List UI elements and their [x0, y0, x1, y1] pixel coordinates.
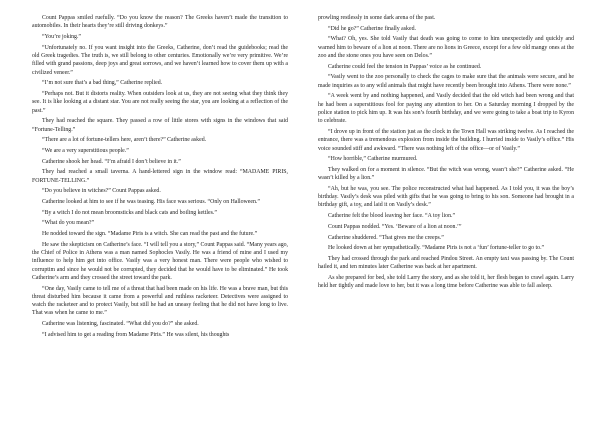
paragraph: Count Pappas smiled ruefully. “Do you know the reason? The Greeks haven’t made the transition to automobiles. In their hearts they’re still driving donkeys.”	[32, 15, 288, 30]
paragraph: They had reached the square. They passed a row of little stores with signs in the windows that said “Fortune-Telling.”	[32, 118, 288, 133]
paragraph: “Do you believe in witches?” Count Pappas asked.	[42, 188, 161, 195]
paragraph: Count Pappas nodded. “Yes. ‘Beware of a lion at noon.’”	[328, 223, 462, 230]
paragraph: “There are a lot of fortune-tellers here, aren’t there?” Catherine asked.	[42, 137, 207, 144]
paragraph: “Unfortunately no. If you want insight into the Greeks, Catherine, don’t read the guidebooks; read the old Greek tragedies. The truth is, we still belong to other centuries. Emotionally we’re very primitive. We’re filled with grand passions, deep joys and great sorrows, and we haven’t learned how to cover them up with a civilized veneer.”	[32, 44, 288, 76]
paragraph: Catherine shuddered. “That gives me the creeps.”	[328, 234, 444, 241]
paragraph: “How horrible,” Catherine murmured.	[328, 156, 418, 163]
paragraph: They had reached a small taverna. A hand-lettered sign in the window read: “MADAME PIRIS, FORTUNE-TELLING.”	[32, 169, 288, 184]
paragraph: “Perhaps not. But it distorts reality. When outsiders look at us, they are not seeing what they think they see. It is like looking at a distant star. You are not really seeing the star, you are looking at a reflection of the past.”	[32, 90, 288, 114]
paragraph: He looked down at her sympathetically. “Madame Piris is not a ‘fun’ fortune-teller to go to.”	[328, 245, 545, 252]
paragraph: “We are a very superstitious people.”	[42, 147, 129, 154]
paragraph: “What do you mean?”	[42, 220, 95, 227]
paragraph: “You’re joking.”	[42, 33, 82, 40]
paragraph: “What? Oh, yes. She told Vasily that death was going to come to him unexpectedly and quickly and warned him to beware of a lion at noon. There are no lions in Greece, except for a few old mangy ones at the zoo and the stone ones you have seen on Delos.”	[318, 36, 574, 59]
paragraph: “I drove up in front of the station just as the clock in the Town Hall was striking twelve. As I reached the entrance, there was a tremendous explosion from inside the building. I hurried inside to Vasily’s office.” His voice sounded stiff and awkward. “There was nothing left of the office—or of Vasily.”	[318, 128, 574, 152]
paragraph: “I advised him to get a reading from Madame Piris.” He was silent, his thoughts	[42, 331, 230, 338]
paragraph: Catherine could feel the tension in Pappas’ voice as he continued.	[328, 63, 482, 70]
right-page-column	[318, 14, 574, 293]
paragraph: “One day, Vasily came to tell me of a threat that had been made on his life. He was a brave man, but this threat disturbed him because it came from a powerful and ruthless racketeer. Detectives were assigned to watch the racketeer and to protect Vasily, but still he had an uneasy feeling that he did not have long to live. That was when he came to me.”	[32, 285, 288, 317]
paragraph: “Did he go?” Catherine finally asked.	[328, 25, 416, 32]
paragraph: “A week went by and nothing happened, and Vasily decided that the old witch had been wrong and that he had been a superstitious fool for paying any attention to her. On a Saturday morning I dropped by the police station to pick him up. It was his son’s fourth birthday, and we were going to take a boat trip to Kyron to celebrate.	[318, 93, 574, 125]
paragraph: They walked on for a moment in silence. “But the witch was wrong, wasn’t she?” Catherine asked. “He wasn’t killed by a lion.”	[318, 166, 574, 182]
paragraph: As she prepared for bed, she told Larry the story, and as she told it, her flesh began to crawl again. Larry held her tightly and made love to her, but it was a long time before Catherine was able to fall asleep.	[318, 274, 574, 290]
paragraph: prowling restlessly in some dark arena of the past.	[318, 15, 436, 21]
paragraph: He nodded toward the sign. “Madame Piris is a witch. She can read the past and the future.”	[42, 231, 258, 237]
paragraph: He saw the skepticism on Catherine’s face. “I will tell you a story,” Count Pappas said. “Many years ago, the Chief of Police in Athens was a man named Sophocles Vasily. He was a friend of mine and I used my influence to help him get into office. Vasily was a very honest man. There were people who wished to corruptim and since he would not be corrupted, they decided that he would have to be eliminated.” He took Catherine’s arm and they crossed the street toward the park.	[32, 241, 288, 281]
paragraph: “By a witch I do not mean broomsticks and black cats and boiling kettles.”	[42, 209, 217, 216]
paragraph: “I’m not sure that’s a bad thing,” Catherine replied.	[42, 80, 163, 87]
paragraph: They had crossed through the park and reached Pindou Street. An empty taxi was passing by. The Count hailed it, and ten minutes later Catherine was back at her apartment.	[318, 255, 574, 271]
paragraph: Catherine looked at him to see if he was teasing. His face was serious. “Only on Halloween.”	[42, 198, 260, 205]
paragraph: Catherine felt the blood leaving her face. “A toy lion.”	[328, 213, 456, 220]
paragraph: Catherine shook her head. “I’m afraid I don’t believe in it.”	[42, 158, 181, 165]
paragraph: “Ah, but he was, you see. The police reconstructed what had happened. As I told you, it was the boy’s birthday. Vasily’s desk was piled with gifts that he was going to bring to his son. Someone had brought in a birthday gift, a toy, and laid it on Vasily’s desk.”	[318, 185, 574, 209]
paragraph: Catherine was listening, fascinated. “What did you do?” she asked.	[42, 321, 199, 328]
paragraph: “Vasily went to the zoo personally to check the cages to make sure that the animals were secure, and he made inquiries as to any wild animals that might have recently been brought into Athens. There were none.”	[318, 74, 574, 89]
left-page-column	[32, 14, 288, 342]
